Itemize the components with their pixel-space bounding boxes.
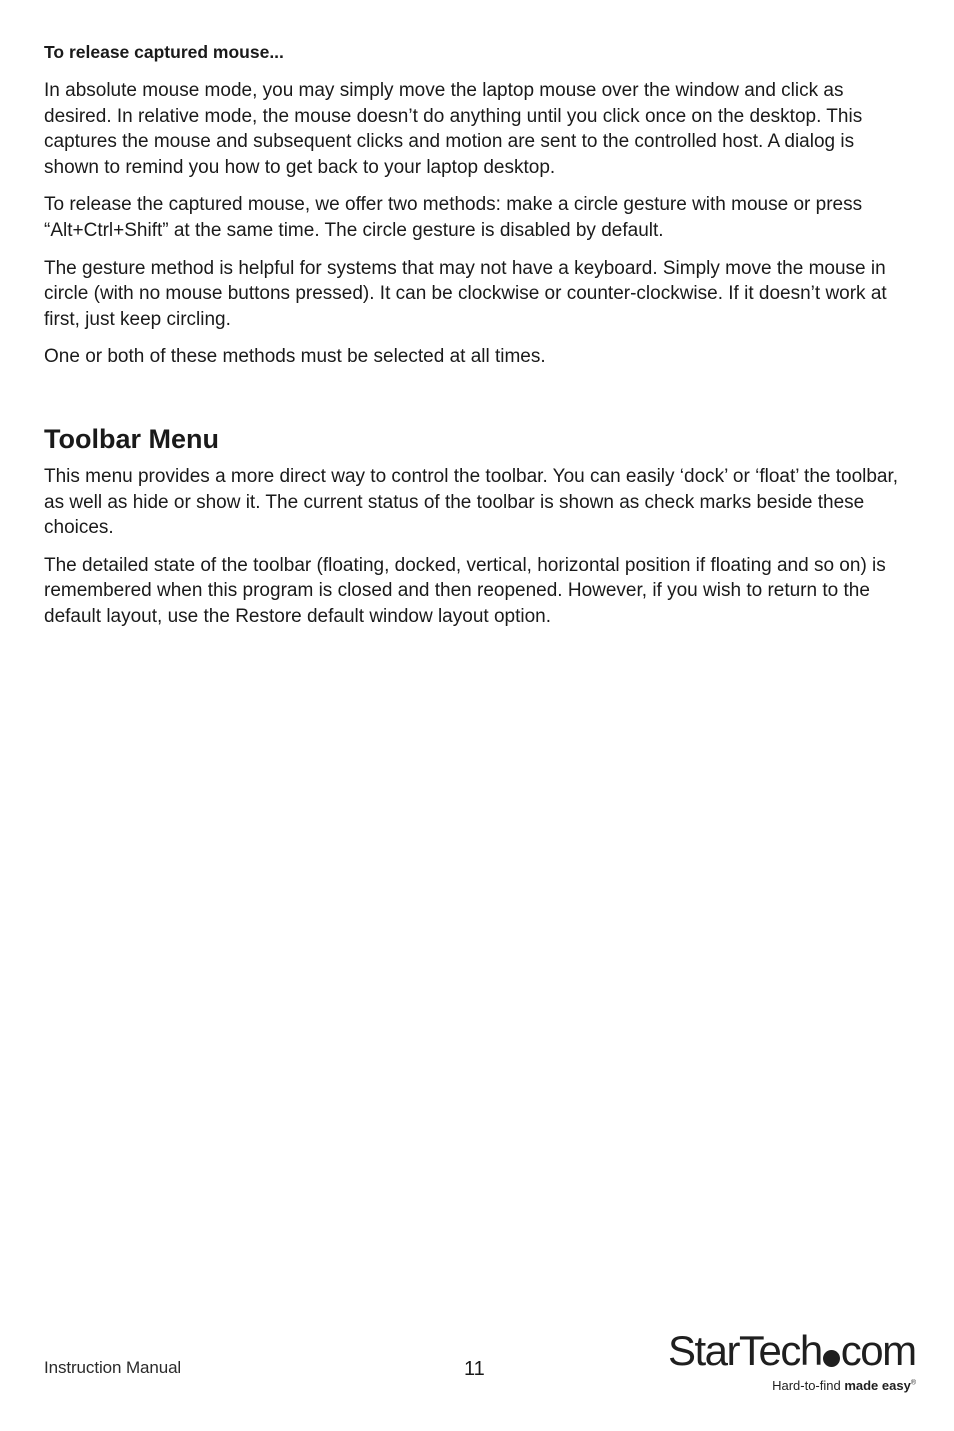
startech-logo — [668, 1326, 918, 1398]
paragraph: In absolute mouse mode, you may simply move the laptop mouse over the window and click as desired. In relative mode, the mouse doesn’t do anything until you click once on the desktop. This captures the mouse and subsequent clicks and motion are sent to the controlled host. A dialog is shown to remind you how to get back to your laptop desktop. — [44, 80, 863, 178]
page-content — [44, 40, 912, 642]
paragraph: One or both of these methods must be selected at all times. — [44, 346, 546, 368]
logo-name-part1: StarTech — [668, 1327, 822, 1374]
paragraph: The gesture method is helpful for systems that may not have a keyboard. Simply move the mouse in circle (with no mouse buttons pressed). It can be clockwise or counter-clockwise. If it doesn’t work at first, just keep circling. — [44, 257, 887, 330]
registered-mark: ® — [910, 1379, 916, 1387]
footer-manual-label: Instruction Manual — [44, 1358, 182, 1377]
logo-wordmark — [668, 1326, 916, 1376]
logo-dot-icon — [823, 1350, 840, 1367]
paragraph: The detailed state of the toolbar (floating, docked, vertical, horizontal position if floating and so on) is remembered when this program is closed and then reopened. However, if you wish to return to the default layout, use the Restore default window layout option. — [44, 554, 886, 627]
paragraph: To release the captured mouse, we offer two methods: make a circle gesture with mouse or press “Alt+Ctrl+Shift” at the same time. The circle gesture is disabled by default. — [44, 194, 863, 241]
logo-tagline-regular: Hard-to-find — [772, 1378, 845, 1393]
logo-tagline-bold: made easy — [844, 1378, 911, 1393]
section-heading: Toolbar Menu — [44, 423, 219, 454]
logo-tagline — [772, 1378, 916, 1393]
page-number: 11 — [464, 1358, 485, 1380]
section-subheading: To release captured mouse... — [44, 42, 284, 62]
logo-name-part2: com — [840, 1327, 916, 1374]
paragraph: This menu provides a more direct way to control the toolbar. You can easily ‘dock’ or ‘float’ the toolbar, as well as hide or show it. The current status of the toolbar is shown as check marks beside these choices. — [44, 465, 899, 539]
